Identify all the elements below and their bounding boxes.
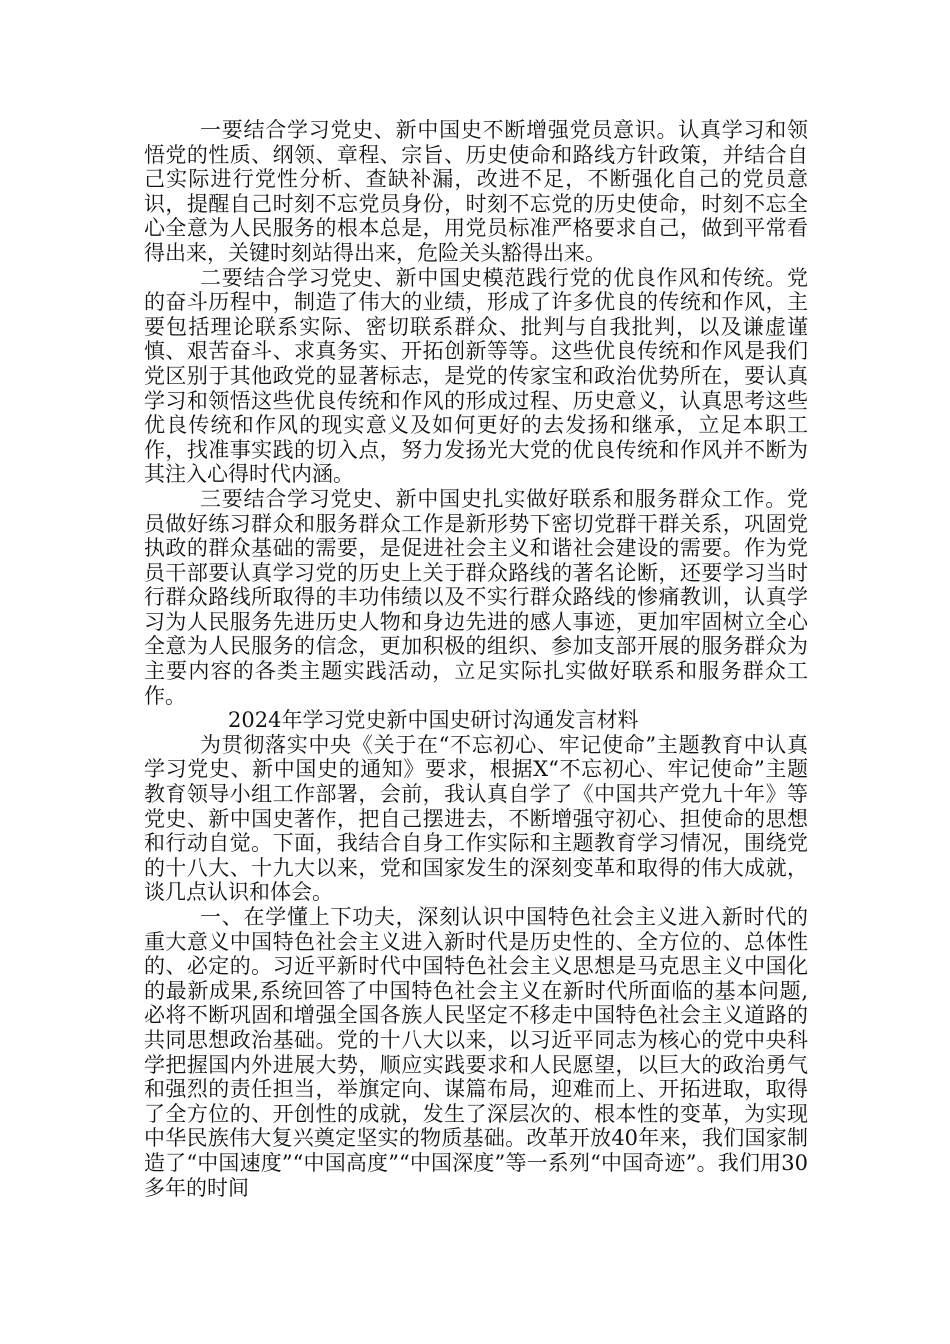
paragraph-party-member-awareness: 一要结合学习党史、新中国史不断增强党员意识。认真学习和领悟党的性质、纲领、章程、宗旨、历史使命和路线方针政策，并结合自己实际进行党性分析、查缺补漏，改进不足，不断强化自己的党员意识，提醒自己时刻不忘党员身份，时刻不忘党的历史使命，时刻不忘全心全意为人民服务的根本总是，用党员标准严格要求自己，做到平常看得出来，关键时刻站得出来，危险关头豁得出来。: [144, 118, 808, 265]
paragraph-introduction: 为贯彻落实中央《关于在“不忘初心、牢记使命”主题教育中认真学习党史、新中国史的通知》要求，根据X“不忘初心、牢记使命”主题教育领导小组工作部署，会前，我认真自学了《中国共产党九十年》等党史、新中国史著作，把自己摆进去，不断增强守初心、担使命的思想和行动自觉。下面，我结合自身工作实际和主题教育学习情况，围绕党的十八大、十九大以来，党和国家发生的深刻变革和取得的伟大成就，谈几点认识和体会。: [144, 732, 808, 905]
document-body: [144, 118, 808, 1200]
paragraph-serving-the-masses: 三要结合学习党史、新中国史扎实做好联系和服务群众工作。党员做好练习群众和服务群众工作是新形势下密切党群干群关系，巩固党执政的群众基础的需要，是促进社会主义和谐社会建设的需要。作为党员干部要认真学习党的历史上关于群众路线的著名论断，还要学习当时行群众路线所取得的丰功伟绩以及不实行群众路线的惨痛教训，认真学习为人民服务先进历史人物和身边先进的感人事迹，更加牢固树立全心全意为人民服务的信念，更加积极的组织、参加支部开展的服务群众为主要内容的各类主题实践活动，立足实际扎实做好联系和服务群众工作。: [144, 486, 808, 708]
paragraph-fine-traditions: 二要结合学习党史、新中国史模范践行党的优良作风和传统。党的奋斗历程中，制造了伟大的业绩，形成了许多优良的传统和作风，主要包括理论联系实际、密切联系群众、批判与自我批判，以及谦虚谨慎、艰苦奋斗、求真务实、开拓创新等等。这些优良传统和作风是我们党区别于其他政党的显著标志，是党的传家宝和政治优势所在，要认真学习和领悟这些优良传统和作风的形成过程、历史意义，认真思考这些优良传统和作风的现实意义及如何更好的去发扬和继承，立足本职工作，找准事实践的切入点，努力发扬光大党的优良传统和作风并不断为其注入心得时代内涵。: [144, 265, 808, 487]
document-heading: 2024年学习党史新中国史研讨沟通发言材料: [228, 708, 639, 733]
paragraph-section-one: 一、在学懂上下功夫，深刻认识中国特色社会主义进入新时代的重大意义中国特色社会主义进入新时代是历史性的、全方位的、总体性的、必定的。习近平新时代中国特色社会主义思想是马克思主义中国化的最新成果,系统回答了中国特色社会主义在新时代所面临的基本问题,必将不断巩固和增强全国各族人民坚定不移走中国特色社会主义道路的共同思想政治基础。党的十八大以来，以习近平同志为核心的党中央科学把握国内外进展大势，顺应实践要求和人民愿望，以巨大的政治勇气和强烈的责任担当，举旗定向、谋篇布局，迎难而上、开拓进取，取得了全方位的、开创性的成就，发生了深层次的、根本性的变革，为实现中华民族伟大复兴奠定坚实的物质基础。改革开放40年来，我们国家制造了“中国速度”“中国高度”“中国深度”等一系列“中国奇迹”。我们用30多年的时间: [144, 905, 808, 1200]
